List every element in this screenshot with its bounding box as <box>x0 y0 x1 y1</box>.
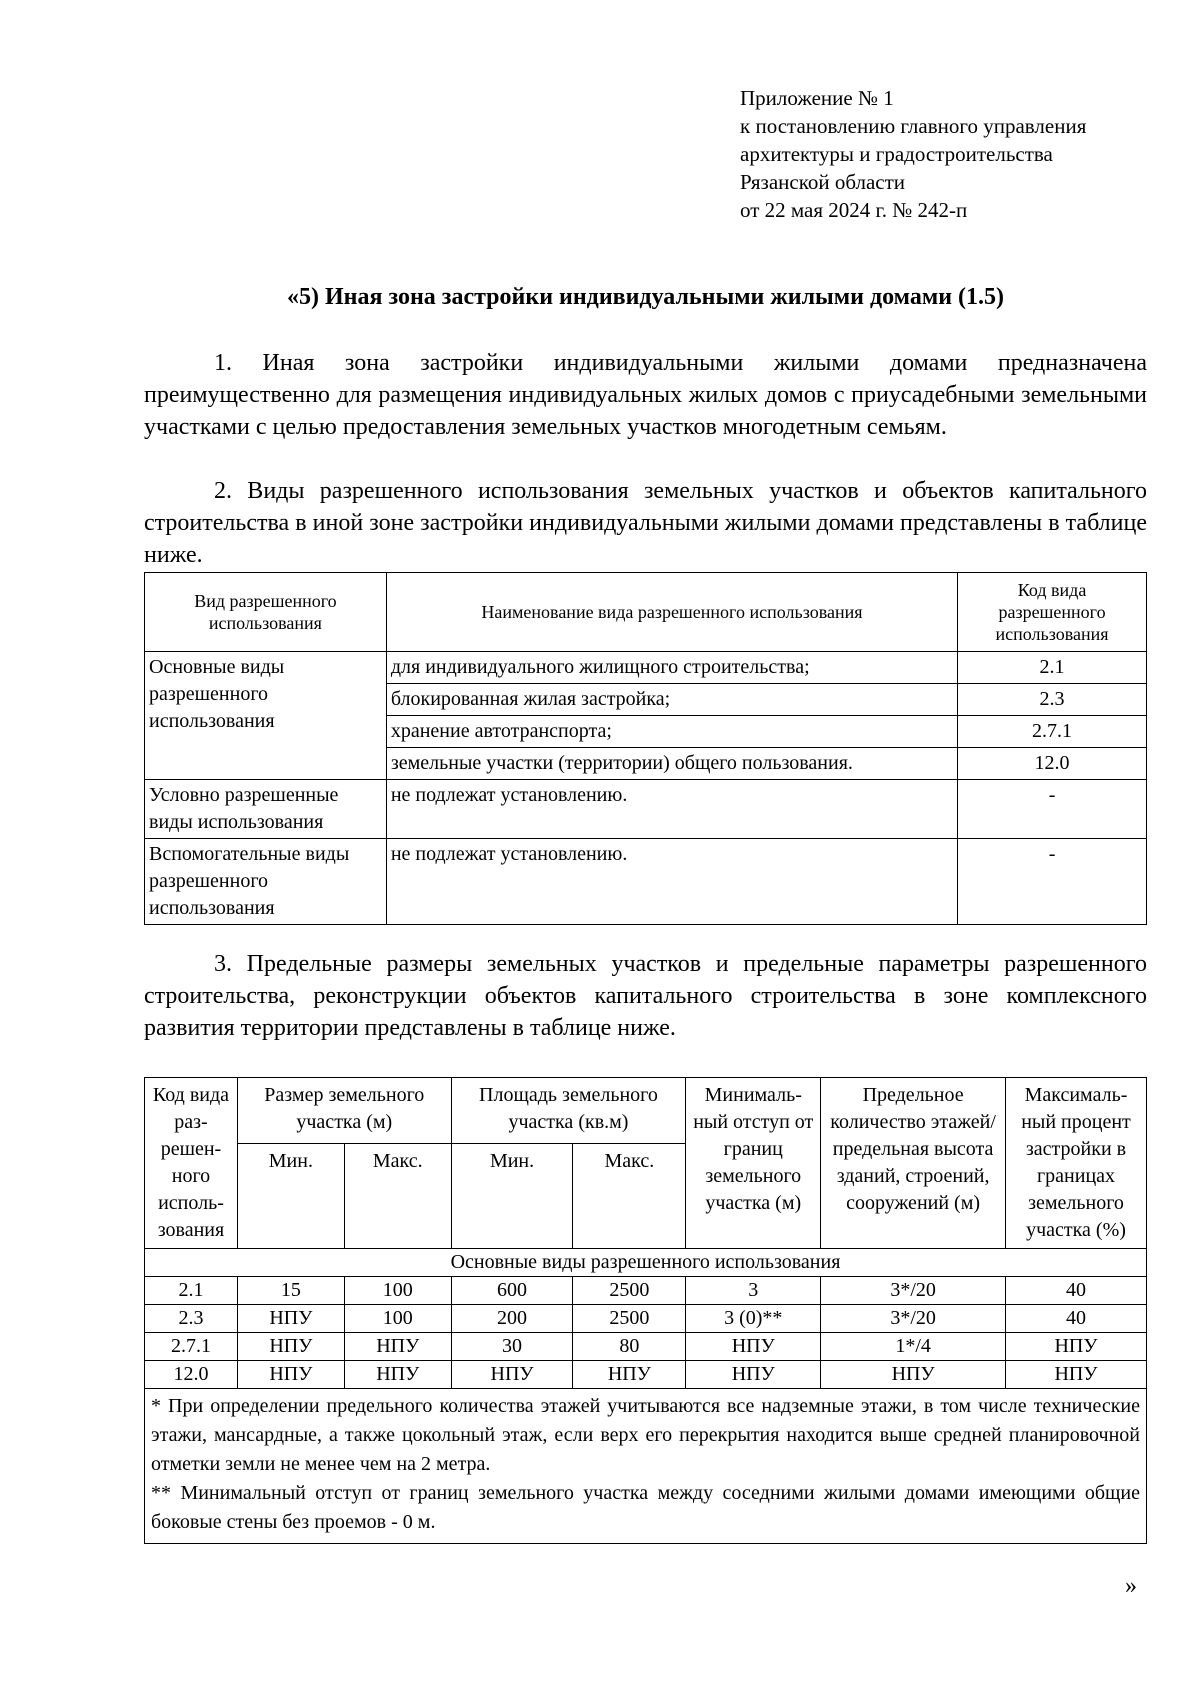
table-cell: 100 <box>344 1277 451 1305</box>
table-cell: НПУ <box>1006 1361 1147 1389</box>
table-cell: 12.0 <box>145 1361 238 1389</box>
table-cell: НПУ <box>686 1333 821 1361</box>
use-code-cell: 2.7.1 <box>958 716 1147 748</box>
appendix-line: Рязанской области <box>740 170 906 194</box>
header-size-min: Мин. <box>237 1144 344 1249</box>
table-row <box>145 1361 1147 1389</box>
appendix-block <box>740 84 1160 224</box>
use-name-cell: блокированная жилая застройка; <box>386 684 957 716</box>
section-label: Основные виды разрешенного использования <box>145 1249 1147 1277</box>
appendix-line: от 22 мая 2024 г. № 242-п <box>740 198 968 222</box>
table-cell: 3*/20 <box>821 1277 1006 1305</box>
conditional-uses-label: Условно разрешенные виды использования <box>145 780 387 839</box>
use-code-cell: 12.0 <box>958 748 1147 780</box>
table-row <box>145 652 1147 684</box>
notes-row <box>145 1389 1147 1544</box>
table-cell: 100 <box>344 1305 451 1333</box>
header-use-name: Наименование вида разрешенного использования <box>386 573 957 652</box>
table-cell: 30 <box>451 1333 573 1361</box>
footnote-setback: ** Минимальный отступ от границ земельного участка между соседними жилыми домами имеющими общие боковые стены без проемов - 0 м. <box>151 1482 1140 1533</box>
footnote-floors: * При определении предельного количества этажей учитываются все надземные этажи, в том числе технические этажи, мансардные, а также цокольный этаж, если верх его перекрытия находится выше средней планировочной отметки земли не менее чем на 2 метра. <box>151 1395 1140 1475</box>
use-code-cell: 2.3 <box>958 684 1147 716</box>
appendix-line: Приложение № 1 <box>740 86 894 110</box>
use-name-cell: не подлежат установлению. <box>386 839 957 925</box>
table-cell: 1*/4 <box>821 1333 1006 1361</box>
header-code: Код вида раз-решен-ного исполь-зования <box>145 1078 238 1249</box>
section-heading: «5) Иная зона застройки индивидуальными жилыми домами (1.5) <box>287 284 1004 310</box>
closing-quote: » <box>1125 1573 1137 1599</box>
table-row <box>145 839 1147 925</box>
table-cell: 3 <box>686 1277 821 1305</box>
header-setback: Минималь-ный отступ от границ земельного участка (м) <box>686 1078 821 1249</box>
table-cell: НПУ <box>344 1361 451 1389</box>
table-cell: 40 <box>1006 1277 1147 1305</box>
table-cell: НПУ <box>237 1333 344 1361</box>
paragraph-3: 3. Предельные размеры земельных участков и предельные параметры разрешенного строительства, реконструкции объектов капитального строительства в зоне комплексного развития территории представлены в таблице ниже. <box>144 951 1147 1041</box>
paragraph-2: 2. Виды разрешенного использования земельных участков и объектов капитального строительства в иной зоне застройки индивидуальными жилыми домами представлены в таблице ниже. <box>144 478 1147 568</box>
header-area-min: Мин. <box>451 1144 573 1249</box>
table-cell: 600 <box>451 1277 573 1305</box>
header-area-max: Макс. <box>573 1144 686 1249</box>
auxiliary-uses-label: Вспомогательные виды разрешенного использования <box>145 839 387 925</box>
use-code-cell: - <box>958 839 1147 925</box>
header-plot-area: Площадь земельного участка (кв.м) <box>451 1078 686 1144</box>
table-row <box>145 1333 1147 1361</box>
use-code-cell: 2.1 <box>958 652 1147 684</box>
table-cell: 3*/20 <box>821 1305 1006 1333</box>
table-cell: 2500 <box>573 1277 686 1305</box>
table-cell: 40 <box>1006 1305 1147 1333</box>
header-use-code: Код вида разрешенного использования <box>958 573 1147 652</box>
table-cell: НПУ <box>686 1361 821 1389</box>
header-floors: Предельное количество этажей/ предельная высота зданий, строений, сооружений (м) <box>821 1078 1006 1249</box>
table-cell: НПУ <box>573 1361 686 1389</box>
main-uses-label: Основные виды разрешенного использования <box>145 652 387 780</box>
parameters-table <box>144 1077 1147 1544</box>
use-code-cell: - <box>958 780 1147 839</box>
use-name-cell: хранение автотранспорта; <box>386 716 957 748</box>
table-cell: 15 <box>237 1277 344 1305</box>
header-coverage: Максималь-ный процент застройки в границах земельного участка (%) <box>1006 1078 1147 1249</box>
use-name-cell: земельные участки (территории) общего пользования. <box>386 748 957 780</box>
table-cell: НПУ <box>344 1333 451 1361</box>
table-notes <box>145 1389 1147 1544</box>
table-row <box>145 1277 1147 1305</box>
paragraph-1: 1. Иная зона застройки индивидуальными жилыми домами предназначена преимущественно для размещения индивидуальных жилых домов с приусадебными земельными участками с целью предоставления земельных участков многодетным семьям. <box>144 350 1147 440</box>
table-cell: НПУ <box>1006 1333 1147 1361</box>
table-cell: НПУ <box>821 1361 1006 1389</box>
table-cell: 200 <box>451 1305 573 1333</box>
section-row <box>145 1249 1147 1277</box>
table-cell: НПУ <box>237 1361 344 1389</box>
table-header-row <box>145 1078 1147 1144</box>
table-cell: НПУ <box>237 1305 344 1333</box>
table-row <box>145 780 1147 839</box>
use-name-cell: для индивидуального жилищного строительства; <box>386 652 957 684</box>
table-cell: 2.3 <box>145 1305 238 1333</box>
table-cell: 80 <box>573 1333 686 1361</box>
appendix-line: архитектуры и градостроительства <box>740 142 1053 166</box>
table-cell: 2.7.1 <box>145 1333 238 1361</box>
table-header-row <box>145 573 1147 652</box>
header-plot-size: Размер земельного участка (м) <box>237 1078 451 1144</box>
use-name-cell: не подлежат установлению. <box>386 780 957 839</box>
header-use-type: Вид разрешенного использования <box>145 573 387 652</box>
table-cell: НПУ <box>451 1361 573 1389</box>
table-cell: 2.1 <box>145 1277 238 1305</box>
table-row <box>145 1305 1147 1333</box>
table-cell: 3 (0)** <box>686 1305 821 1333</box>
header-size-max: Макс. <box>344 1144 451 1249</box>
appendix-line: к постановлению главного управления <box>740 114 1087 138</box>
land-use-types-table <box>144 572 1147 925</box>
table-cell: 2500 <box>573 1305 686 1333</box>
